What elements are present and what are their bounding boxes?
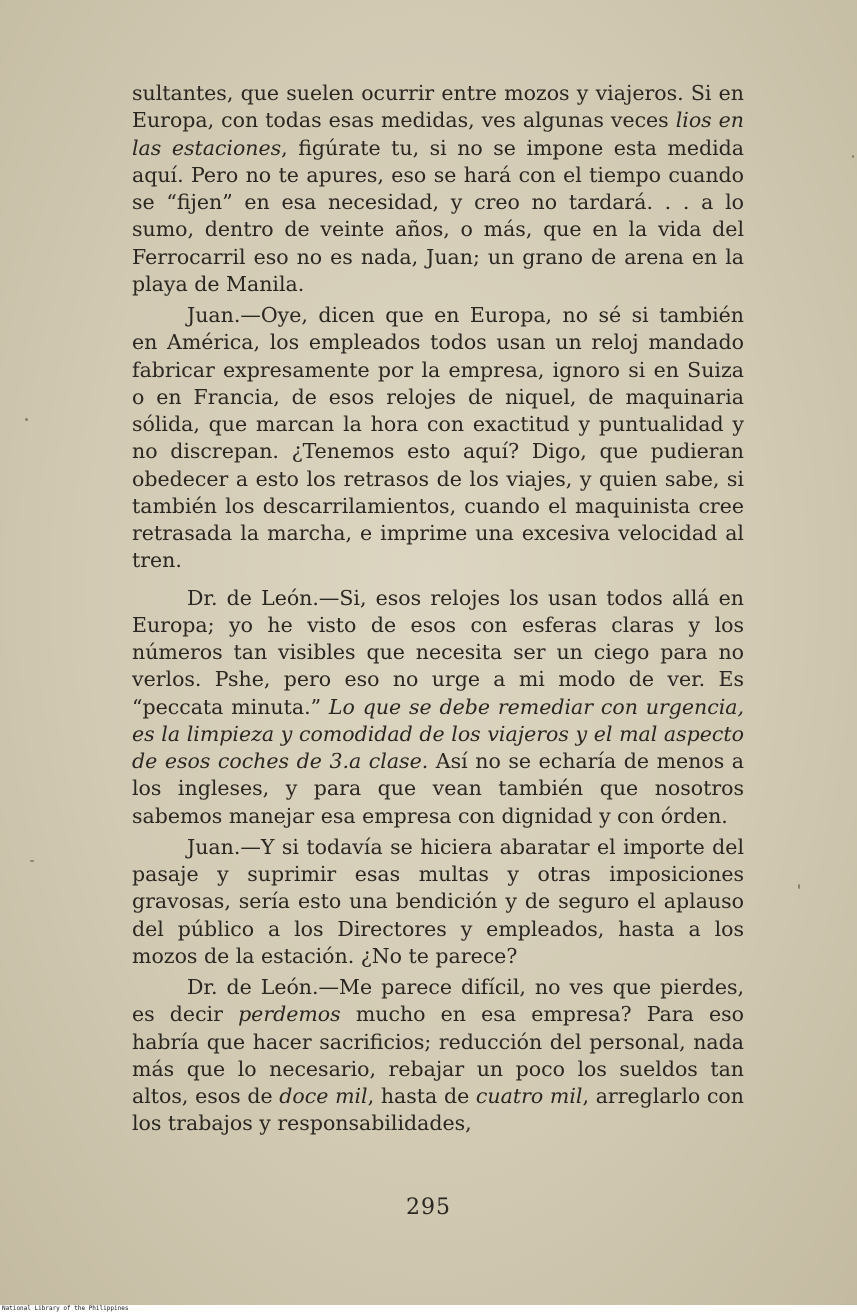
paragraph-5 [132,974,744,1138]
text-run: Juan.—Y si todavía se hiciera abaratar el importe del pasaje y suprimir esas multas y otras imposiciones gravosas, sería esto una bendición y de seguro el aplauso del público a los Directores y empleados, hasta a los mozos de la estación. ¿No te parece? [132,834,744,968]
text-run: , hasta de [367,1084,476,1108]
paper-speck [25,418,28,421]
italic-text: Lo que se debe remediar con urgencia, es la limpieza y comodidad de los viajeros y el mal aspecto de esos coches de 3.a clase. [132,694,744,773]
paper-speck [30,860,34,862]
paragraph-1 [132,80,744,298]
text-run: sultantes, que suelen ocurrir entre mozos y viajeros. Si en Europa, con todas esas medidas, ves algunas veces [132,81,744,133]
italic-text: lios en las estaciones [132,108,744,160]
text-run: Dr. de León.—Me parece difícil, no ves que pierdes, es decir [132,975,744,1027]
text-run: Juan.—Oye, dicen que en Europa, no sé si también en América, los empleados todos usan un reloj mandado fabricar expresamente por la empresa, ignoro si en Suiza o en Francia, de esos relojes de niquel, de maquinaria sólida, que marcan la hora con exactitud y puntualidad y no discrepan. ¿Tenemos esto aquí? Digo, que pudieran obedecer a esto los retrasos de los viajes, y quien sabe, si también los descarrilamientos, cuando el maquinista cree retrasada la marcha, e imprime una excesiva velocidad al tren. [132,303,744,573]
footer-strip [0,1305,857,1313]
paper-speck [852,155,854,158]
paragraph-2 [132,302,744,575]
italic-text: doce mil [279,1084,368,1108]
italic-text: perdemos [238,1002,341,1027]
text-run: , figúrate tu, si no se impone esta medida aquí. Pero no te apures, eso se hará con el tiempo cuando se “fijen” en esa necesidad, y creo no tardará. . . a lo sumo, dentro de veinte años, o más, que en la vida del Ferrocarril eso no es nada, Juan; un grano de arena en la playa de Manila. [132,135,744,296]
text-run: , arreglarlo con los trabajos y responsabilidades, [132,1084,744,1136]
paper-speck [798,884,800,889]
text-run: Dr. de León.—Si, esos relojes los usan todos allá en Europa; yo he visto de esos con esferas claras y los números tan visibles que necesita ser un ciego para no verlos. Pshe, pero eso no urge a mi modo de ver. Es “peccata minuta.” [132,585,744,719]
paragraph-4 [132,834,744,970]
text-run: Así no se echaría de menos a los ingleses, y para que vean también que nosotros sabemos manejar esa empresa con dignidad y con órden. [132,749,745,828]
page-number: 295 [406,1195,451,1220]
italic-text: cuatro mil [475,1084,583,1108]
body-text [132,80,744,1138]
paragraph-3 [132,585,744,830]
library-watermark: National Library of the Philippines [2,1305,129,1312]
text-run: mucho en esa empresa? Para eso habría que hacer sacrificios; reducción del personal, nada más que lo necesario, rebajar un poco los sueldos tan altos, esos de [132,1002,744,1108]
